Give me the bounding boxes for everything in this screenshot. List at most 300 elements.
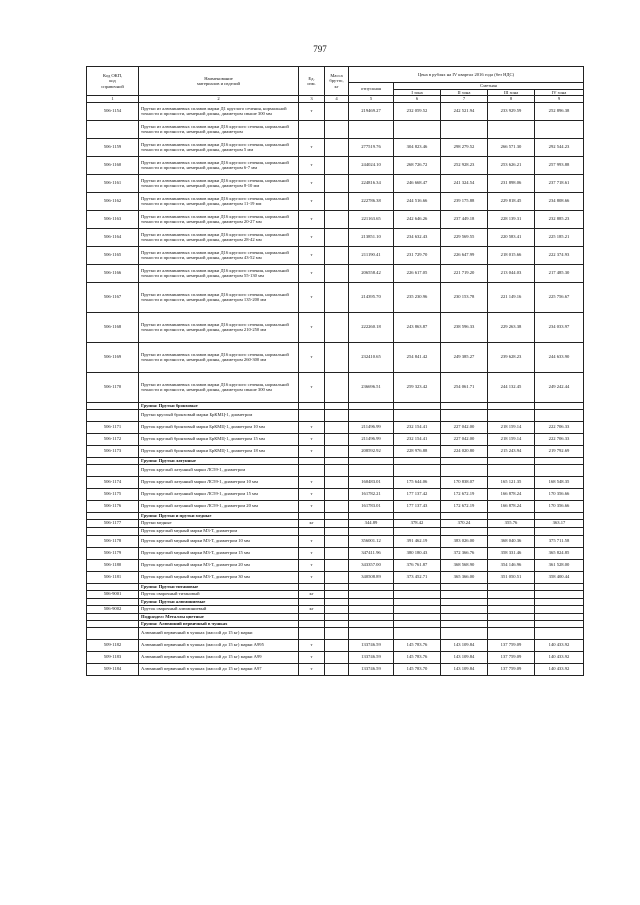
row-release-price: 161783.01: [349, 500, 394, 512]
row-zone-4-price: 237 718.61: [535, 174, 584, 192]
row-unit: т: [299, 421, 325, 433]
row-name: Группа: Прутки бронзовые: [139, 402, 299, 409]
row-code: 506-1170: [87, 372, 139, 402]
row-zone-2-price: 143 109.84: [441, 651, 488, 663]
row-zone-4-price: 140 433.92: [535, 639, 584, 651]
row-code: [87, 512, 139, 519]
row-release-price: 224816.34: [349, 174, 394, 192]
row-name: Пруток круглый медный марки М3-Т, диаметром: [139, 527, 299, 535]
table-row: [87, 605, 584, 613]
row-code: 506-1180: [87, 559, 139, 571]
row-zone-3-price: [488, 120, 535, 138]
header-unit: [299, 67, 325, 96]
row-name: Прутки из алюминиевых сплавов марки Д16 круглого сечения, нормальной точности и прочности, немерной длины, диаметром: [139, 120, 299, 138]
row-zone-4-price: 234 033.97: [535, 312, 584, 342]
row-zone-2-price: 242 521.94: [441, 102, 488, 120]
row-release-price: [349, 512, 394, 519]
table-row: [87, 192, 584, 210]
row-zone-3-price: 165 121.35: [488, 476, 535, 488]
row-code: 506-1164: [87, 228, 139, 246]
row-mass: [325, 651, 349, 663]
row-zone-1-price: 391 462.19: [394, 535, 441, 547]
row-zone-3-price: [488, 620, 535, 627]
row-unit: т: [299, 102, 325, 120]
row-zone-3-price: 229 263.38: [488, 312, 535, 342]
row-zone-2-price: 370.24: [441, 519, 488, 527]
table-row: [87, 246, 584, 264]
row-code: 506-1159: [87, 138, 139, 156]
row-zone-4-price: [535, 605, 584, 613]
header-num-6: 6: [394, 96, 441, 103]
row-name: Пруток круглый медный марки М3-Т, диаметром 20 мм: [139, 559, 299, 571]
row-code: 506-1169: [87, 342, 139, 372]
row-zone-3-price: 137 759.09: [488, 639, 535, 651]
row-zone-4-price: [535, 598, 584, 605]
row-zone-3-price: 231 898.06: [488, 174, 535, 192]
row-release-price: [349, 598, 394, 605]
row-unit: т: [299, 228, 325, 246]
header-code-line-2: код: [109, 78, 116, 84]
row-zone-4-price: 140 433.92: [535, 663, 584, 675]
row-code: [87, 402, 139, 409]
row-unit: т: [299, 663, 325, 675]
group-header-row: [87, 512, 584, 519]
row-unit: т: [299, 639, 325, 651]
table-row: [87, 138, 584, 156]
row-zone-4-price: [535, 590, 584, 598]
row-zone-3-price: 229 818.45: [488, 192, 535, 210]
row-name: Пруток круглый медный марки М3-Т, диаметром 10 мм: [139, 535, 299, 547]
table-row: [87, 559, 584, 571]
row-release-price: [349, 583, 394, 590]
header-num-3: 3: [299, 96, 325, 103]
header-mass-line-1: Масса: [330, 72, 343, 78]
row-zone-4-price: 252 896.38: [535, 102, 584, 120]
table-row: [87, 120, 584, 138]
group-header-row: [87, 620, 584, 627]
row-zone-3-price: [488, 590, 535, 598]
row-zone-3-price: 220 583.41: [488, 228, 535, 246]
table-row: [87, 488, 584, 500]
row-zone-4-price: 365 824.85: [535, 547, 584, 559]
row-mass: [325, 342, 349, 372]
row-name: Пруток круглый медный марки М3-Т, диаметром 30 мм: [139, 571, 299, 583]
price-table-body: [87, 67, 584, 676]
row-zone-1-price: 268 726.72: [394, 156, 441, 174]
row-zone-3-price: 239 628.23: [488, 342, 535, 372]
row-zone-3-price: 221 149.16: [488, 282, 535, 312]
row-unit: [299, 627, 325, 639]
row-zone-1-price: [394, 527, 441, 535]
row-zone-1-price: [394, 402, 441, 409]
row-release-price: 344.89: [349, 519, 394, 527]
row-code: 506-1177: [87, 519, 139, 527]
row-zone-4-price: 363.17: [535, 519, 584, 527]
row-name: Пруток круглый латунный марки ЛС59-1, диаметром: [139, 464, 299, 476]
row-release-price: 232410.65: [349, 342, 394, 372]
row-zone-2-price: 238 596.33: [441, 312, 488, 342]
row-code: 509-1182: [87, 639, 139, 651]
row-zone-4-price: 225 185.21: [535, 228, 584, 246]
row-zone-3-price: 368 040.36: [488, 535, 535, 547]
header-row-1: [87, 67, 584, 83]
row-zone-3-price: 218 159.14: [488, 421, 535, 433]
row-release-price: 222260.18: [349, 312, 394, 342]
row-code: 506-1154: [87, 102, 139, 120]
row-zone-4-price: 234 808.66: [535, 192, 584, 210]
header-zone-3: III зона: [488, 89, 535, 96]
row-code: [87, 620, 139, 627]
row-zone-2-price: [441, 627, 488, 639]
row-mass: [325, 246, 349, 264]
header-number-row: [87, 96, 584, 103]
row-code: [87, 409, 139, 421]
row-zone-1-price: 231 729.70: [394, 246, 441, 264]
row-unit: т: [299, 651, 325, 663]
row-zone-4-price: [535, 527, 584, 535]
header-num-9: 9: [535, 96, 584, 103]
row-zone-3-price: [488, 527, 535, 535]
row-zone-4-price: 217 485.30: [535, 264, 584, 282]
row-name: Алюминий первичный в чушках (массой до 15 кг) марки А99: [139, 651, 299, 663]
row-unit: [299, 409, 325, 421]
row-name: Подраздел: Металлы цветные: [139, 613, 299, 620]
row-name: Прутки из алюминиевых сплавов марки Д16 круглого сечения, нормальной точности и прочности, немерной длины, диаметром 135-200 мм: [139, 282, 299, 312]
row-mass: [325, 598, 349, 605]
table-row: [87, 464, 584, 476]
row-mass: [325, 120, 349, 138]
row-zone-1-price: 259 323.42: [394, 372, 441, 402]
row-unit: [299, 583, 325, 590]
row-name: Прутки из алюминиевых сплавов марки Д16 круглого сечения, нормальной точности и прочности, немерной длины, диаметром 55-130 мм: [139, 264, 299, 282]
row-zone-4-price: 219 792.69: [535, 445, 584, 457]
table-row: [87, 210, 584, 228]
row-zone-2-price: 241 324.54: [441, 174, 488, 192]
row-code: [87, 464, 139, 476]
row-mass: [325, 500, 349, 512]
row-zone-3-price: 253 626.21: [488, 156, 535, 174]
row-mass: [325, 264, 349, 282]
row-name: Прутки из алюминиевых сплавов марки Д16 круглого сечения, нормальной точности и прочности, немерной длины, диаметром 28-42 мм: [139, 228, 299, 246]
header-name-line-2: материалов и изделий: [197, 81, 240, 87]
row-zone-2-price: [441, 620, 488, 627]
row-zone-1-price: 246 668.47: [394, 174, 441, 192]
row-zone-3-price: [488, 598, 535, 605]
header-name-line-1: Наименование: [204, 75, 233, 81]
row-name: Пруток круглый латунный марки ЛС59-1, диаметром 15 мм: [139, 488, 299, 500]
row-zone-1-price: 304 823.46: [394, 138, 441, 156]
row-zone-2-price: [441, 512, 488, 519]
row-unit: т: [299, 372, 325, 402]
row-name: Пруток круглый латунный марки ЛС59-1, диаметром 20 мм: [139, 500, 299, 512]
row-zone-2-price: [441, 457, 488, 464]
table-row: [87, 445, 584, 457]
row-name: Алюминий первичный в чушках (массой до 15 кг) марки А97: [139, 663, 299, 675]
row-zone-1-price: 232 154.41: [394, 421, 441, 433]
row-release-price: 211496.99: [349, 433, 394, 445]
row-code: 506-1163: [87, 210, 139, 228]
table-row: [87, 535, 584, 547]
row-zone-4-price: 170 356.66: [535, 500, 584, 512]
row-code: 506-1174: [87, 476, 139, 488]
table-row: [87, 264, 584, 282]
row-code: 506-1161: [87, 174, 139, 192]
row-code: 506-1165: [87, 246, 139, 264]
row-zone-2-price: 230 153.78: [441, 282, 488, 312]
row-zone-4-price: 170 356.66: [535, 488, 584, 500]
row-zone-1-price: [394, 605, 441, 613]
row-zone-4-price: [535, 620, 584, 627]
table-row: [87, 547, 584, 559]
row-release-price: 213851.10: [349, 228, 394, 246]
row-release-price: 277519.76: [349, 138, 394, 156]
row-zone-4-price: 361 528.00: [535, 559, 584, 571]
row-unit: т: [299, 500, 325, 512]
row-zone-2-price: 143 109.84: [441, 639, 488, 651]
table-row: [87, 409, 584, 421]
row-release-price: [349, 620, 394, 627]
row-mass: [325, 433, 349, 445]
row-name: Прутки из алюминиевых сплавов марки Д16 круглого сечения, нормальной точности и прочности, немерной длины, диаметром 11-19 мм: [139, 192, 299, 210]
row-name: Пруток круглый бронзовый марки БрКМЦ-1, диаметром 15 мм: [139, 433, 299, 445]
header-name: [139, 67, 299, 96]
row-zone-1-price: 177 137.43: [394, 500, 441, 512]
row-zone-4-price: 225 756.67: [535, 282, 584, 312]
row-zone-2-price: 229 569.55: [441, 228, 488, 246]
header-release: отпускная: [349, 83, 394, 96]
row-zone-3-price: 354 146.96: [488, 559, 535, 571]
row-zone-2-price: 372 366.76: [441, 547, 488, 559]
row-code: 506-1171: [87, 421, 139, 433]
row-unit: т: [299, 264, 325, 282]
row-zone-4-price: 232 885.23: [535, 210, 584, 228]
row-zone-2-price: 172 672.19: [441, 500, 488, 512]
table-row: [87, 174, 584, 192]
group-header-row: [87, 598, 584, 605]
row-zone-1-price: [394, 598, 441, 605]
row-zone-3-price: 351 050.51: [488, 571, 535, 583]
header-unit-line-2: изм.: [307, 81, 316, 87]
row-unit: [299, 457, 325, 464]
row-zone-3-price: 218 159.14: [488, 433, 535, 445]
row-zone-3-price: 137 759.09: [488, 663, 535, 675]
row-zone-3-price: 137 759.09: [488, 651, 535, 663]
row-mass: [325, 102, 349, 120]
row-mass: [325, 156, 349, 174]
row-zone-2-price: 249 385.27: [441, 342, 488, 372]
row-zone-2-price: [441, 598, 488, 605]
table-row: [87, 372, 584, 402]
row-zone-1-price: [394, 613, 441, 620]
row-zone-3-price: [488, 457, 535, 464]
row-zone-3-price: 355.76: [488, 519, 535, 527]
row-release-price: 160483.01: [349, 476, 394, 488]
row-code: [87, 527, 139, 535]
table-row: [87, 571, 584, 583]
header-num-2: 2: [139, 96, 299, 103]
row-mass: [325, 605, 349, 613]
row-code: 506-1167: [87, 282, 139, 312]
row-zone-1-price: 373 452.71: [394, 571, 441, 583]
group-header-row: [87, 613, 584, 620]
row-zone-1-price: 244 516.66: [394, 192, 441, 210]
row-unit: кг: [299, 590, 325, 598]
row-release-price: [349, 627, 394, 639]
row-name: Прутки из алюминиевых сплавов марки Д16 круглого сечения, нормальной точности и прочности, немерной длины, диаметром 8-10 мм: [139, 174, 299, 192]
price-table: [86, 66, 584, 676]
row-zone-1-price: 376 761.87: [394, 559, 441, 571]
table-row: [87, 651, 584, 663]
row-zone-3-price: [488, 464, 535, 476]
row-zone-2-price: [441, 583, 488, 590]
row-name: Пруток сварочный титановый: [139, 590, 299, 598]
row-zone-4-price: 358 400.44: [535, 571, 584, 583]
row-mass: [325, 409, 349, 421]
row-zone-1-price: 378.42: [394, 519, 441, 527]
row-zone-1-price: [394, 464, 441, 476]
row-mass: [325, 282, 349, 312]
row-zone-2-price: 227 042.00: [441, 421, 488, 433]
row-unit: [299, 464, 325, 476]
row-release-price: [349, 613, 394, 620]
row-mass: [325, 138, 349, 156]
row-zone-1-price: 145 783.70: [394, 663, 441, 675]
row-zone-1-price: 226 617.05: [394, 264, 441, 282]
row-release-price: 133746.59: [349, 651, 394, 663]
table-row: [87, 590, 584, 598]
row-zone-4-price: 140 433.92: [535, 651, 584, 663]
row-unit: т: [299, 547, 325, 559]
row-mass: [325, 613, 349, 620]
row-zone-4-price: [535, 583, 584, 590]
row-zone-4-price: 257 993.88: [535, 156, 584, 174]
header-zone-1: I зона: [394, 89, 441, 96]
row-zone-2-price: 226 647.99: [441, 246, 488, 264]
row-code: 506-9001: [87, 590, 139, 598]
row-mass: [325, 583, 349, 590]
header-unit-line-1: Ед.: [308, 75, 315, 81]
row-mass: [325, 476, 349, 488]
row-mass: [325, 590, 349, 598]
table-row: [87, 156, 584, 174]
row-mass: [325, 512, 349, 519]
row-name: Пруток круглый латунный марки ЛС59-1, диаметром 10 мм: [139, 476, 299, 488]
row-code: 506-1181: [87, 571, 139, 583]
row-name: Пруток круглый медный марки М3-Т, диаметром 15 мм: [139, 547, 299, 559]
row-name: Пруток круглый бронзовый марки БрКМЦ-1, диаметром 18 мм: [139, 445, 299, 457]
table-row: [87, 476, 584, 488]
group-header-row: [87, 457, 584, 464]
row-zone-1-price: [394, 627, 441, 639]
row-release-price: 244024.10: [349, 156, 394, 174]
row-zone-2-price: [441, 527, 488, 535]
row-release-price: 236696.51: [349, 372, 394, 402]
row-release-price: 222786.38: [349, 192, 394, 210]
row-unit: т: [299, 535, 325, 547]
table-row: [87, 639, 584, 651]
row-zone-2-price: 252 928.23: [441, 156, 488, 174]
row-zone-1-price: 177 137.42: [394, 488, 441, 500]
row-mass: [325, 421, 349, 433]
row-mass: [325, 192, 349, 210]
row-zone-2-price: [441, 590, 488, 598]
row-zone-2-price: 383 026.00: [441, 535, 488, 547]
row-zone-4-price: [535, 409, 584, 421]
row-zone-2-price: [441, 120, 488, 138]
table-row: [87, 527, 584, 535]
row-zone-1-price: 254 841.42: [394, 342, 441, 372]
row-zone-1-price: 235 230.96: [394, 282, 441, 312]
table-row: [87, 421, 584, 433]
row-zone-2-price: [441, 605, 488, 613]
row-zone-4-price: [535, 627, 584, 639]
row-zone-1-price: 234 632.43: [394, 228, 441, 246]
row-name: Группа: Прутки алюминиевые: [139, 598, 299, 605]
row-zone-3-price: 358 331.46: [488, 547, 535, 559]
row-zone-2-price: [441, 402, 488, 409]
row-name: Прутки из алюминиевых сплавов марки Д16 круглого сечения, нормальной точности и прочности, немерной длины, диаметром свыше 300 мм: [139, 372, 299, 402]
row-mass: [325, 663, 349, 675]
table-row: [87, 282, 584, 312]
row-name: Прутки из алюминиевых сплавов марки Д16 круглого сечения, нормальной точности и прочности, немерной длины, диаметром 43-52 мм: [139, 246, 299, 264]
header-code-line-3: справочной: [101, 83, 124, 89]
row-name: Группа: Прутки латунные: [139, 457, 299, 464]
row-name: Группа: Прутки и прутки медные: [139, 512, 299, 519]
row-zone-3-price: 213 044.03: [488, 264, 535, 282]
row-zone-4-price: 375 711.58: [535, 535, 584, 547]
row-name: Группа: Прутки титановые: [139, 583, 299, 590]
row-code: 506-1160: [87, 156, 139, 174]
row-code: 509-1184: [87, 663, 139, 675]
header-num-4: 4: [325, 96, 349, 103]
row-name: Алюминий первичный в чушках (массой до 15 кг) марки А995: [139, 639, 299, 651]
row-code: 506-1168: [87, 312, 139, 342]
row-zone-4-price: [535, 613, 584, 620]
row-unit: т: [299, 282, 325, 312]
row-zone-4-price: [535, 457, 584, 464]
row-zone-1-price: 380 180.43: [394, 547, 441, 559]
row-zone-1-price: 175 644.06: [394, 476, 441, 488]
row-code: 506-1178: [87, 535, 139, 547]
group-header-row: [87, 583, 584, 590]
row-unit: т: [299, 192, 325, 210]
row-zone-4-price: 249 242.44: [535, 372, 584, 402]
group-header-row: [87, 402, 584, 409]
row-unit: [299, 598, 325, 605]
row-unit: т: [299, 156, 325, 174]
row-release-price: 214395.70: [349, 282, 394, 312]
header-code: [87, 67, 139, 96]
row-code: 509-1183: [87, 651, 139, 663]
header-mass-line-2: брутто,: [329, 78, 344, 84]
row-zone-2-price: 368 568.90: [441, 559, 488, 571]
row-zone-2-price: 298 279.52: [441, 138, 488, 156]
header-estimate: Сметная: [394, 83, 584, 90]
row-zone-3-price: 218 015.66: [488, 246, 535, 264]
row-name: Прутки из алюминиевых сплавов марки Д16 круглого сечения, нормальной точности и прочности, немерной длины, диаметром 260-300 мм: [139, 342, 299, 372]
header-zone-2: II зона: [441, 89, 488, 96]
row-mass: [325, 312, 349, 342]
row-zone-4-price: 292 544.23: [535, 138, 584, 156]
row-zone-1-price: 145 783.76: [394, 651, 441, 663]
header-num-7: 7: [441, 96, 488, 103]
row-zone-4-price: 222 706.33: [535, 421, 584, 433]
table-row: [87, 500, 584, 512]
row-zone-1-price: 145 783.76: [394, 639, 441, 651]
row-zone-1-price: 232 154.41: [394, 433, 441, 445]
header-num-5: 5: [349, 96, 394, 103]
row-release-price: [349, 527, 394, 535]
